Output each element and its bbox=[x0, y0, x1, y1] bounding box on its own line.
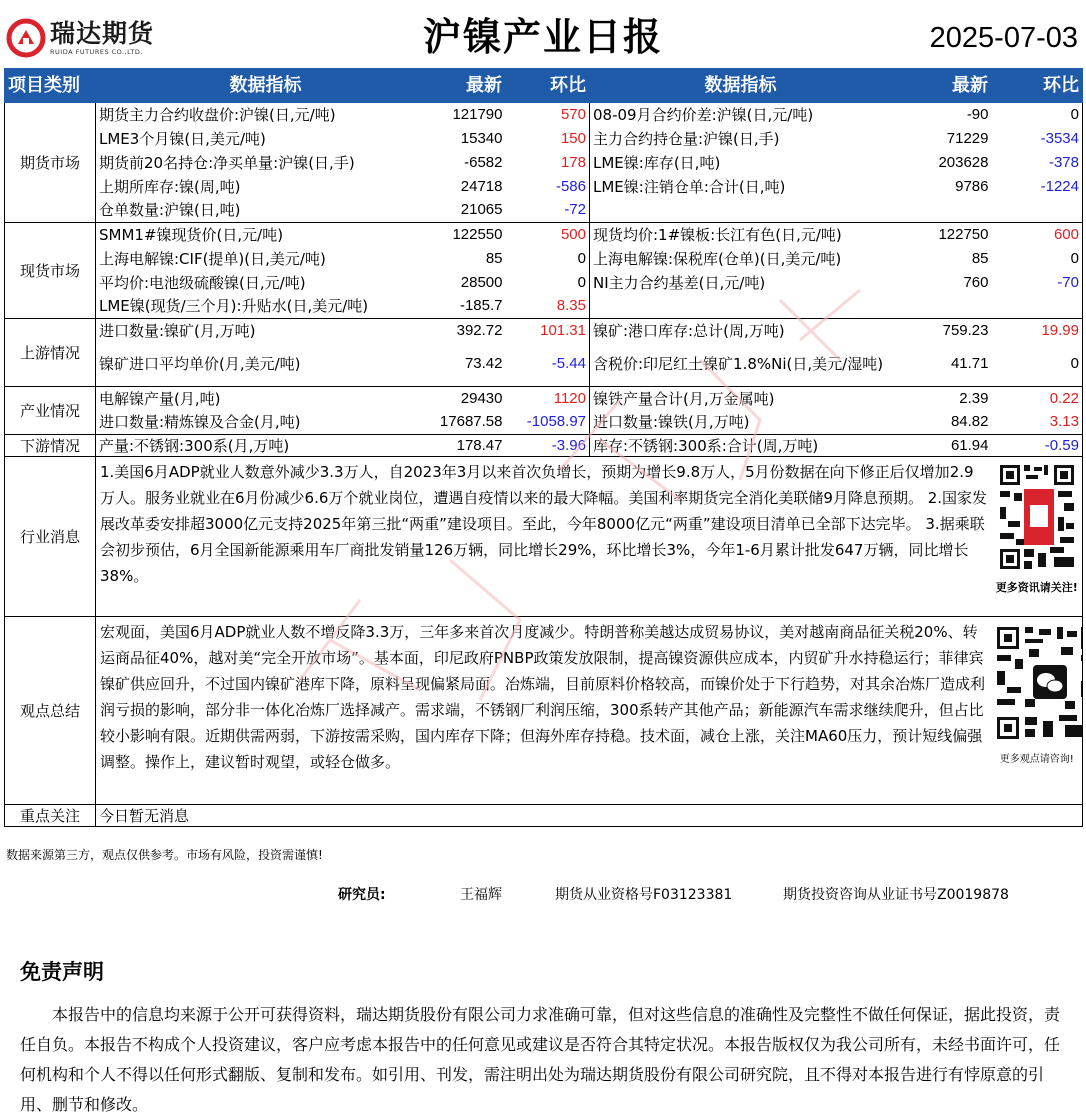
report-header bbox=[0, 0, 1086, 68]
change-value: 8.35 bbox=[506, 295, 590, 319]
indicator-label: 平均价:电池级硫酸镍(日,元/吨) bbox=[96, 271, 436, 295]
logo-cn-text: 瑞达期货 bbox=[50, 19, 155, 48]
researcher-name: 王福辉 bbox=[460, 887, 502, 903]
group-view: 观点总结 bbox=[5, 617, 96, 805]
table-row bbox=[5, 247, 1083, 271]
table-row bbox=[5, 223, 1083, 247]
view-text: 宏观面，美国6月ADP就业人数不增反降3.3万，三年多来首次月度减少。特朗普称美越达成贸易协议，美对越南商品征关税20%、转运商品征40%，越对美“完全开放市场”。基本面，印尼政府PNBP政策发放限制，提高镍资源供应成本，内贸矿升水持稳运行；菲律宾镍矿供应回升，不过国内镍矿港库下降，原料呈现偏紧局面。冶炼端，目前原料价格较高，而镍价处于下行趋势，对其余冶炼厂造成利润亏损的影响，部分非一体化冶炼厂选择减产。需求端，不锈钢厂利润压缩，300系转产其他产品；新能源汽车需求继续爬升，但占比较小影响有限。近期供需两弱，下游按需采购，国内库存下降；但海外库存持稳。技术面，减仓上涨，关注MA60压力，预计短线偏强调整。操作上，建议暂时观望，或轻仓做多。 bbox=[96, 617, 992, 805]
indicator-label: 电解镍产量(月,吨) bbox=[96, 387, 436, 411]
col-category: 项目类别 bbox=[5, 69, 96, 103]
qr-code-icon bbox=[998, 463, 1076, 571]
indicator-label: 上海电解镍:CIF(提单)(日,美元/吨) bbox=[96, 247, 436, 271]
disclaimer-body: 本报告中的信息均来源于公开可获得资料，瑞达期货股份有限公司力求准确可靠，但对这些信息的准确性及完整性不做任何保证，据此投资，责任自负。本报告不构成个人投资建议，客户应考虑本报告中的任何意见或建议是否符合其特定状况。本报告版权仅为我公司所有，未经书面许可，任何机构和个人不得以任何形式翻版、复制和发布。如引用、刊发，需注明出处为瑞达期货股份有限公司研究院，且不得对本报告进行有悖原意的引用、删节和修改。 bbox=[20, 1005, 1061, 1114]
change-value: 0 bbox=[992, 103, 1083, 127]
change-value: 0 bbox=[506, 247, 590, 271]
latest-value: 29430 bbox=[460, 389, 503, 407]
news-row bbox=[5, 457, 1083, 617]
change-value: 0 bbox=[992, 343, 1083, 387]
advisory-cert: 期货投资咨询从业证书号Z0019878 bbox=[783, 887, 1009, 903]
change-value: 0 bbox=[506, 271, 590, 295]
indicator-label: 进口数量:精炼镍及合金(月,吨) bbox=[96, 411, 436, 435]
table-row bbox=[5, 435, 1083, 457]
change-value: -0.59 bbox=[992, 435, 1083, 457]
indicator-label: 进口数量:镍矿(月,万吨) bbox=[96, 319, 436, 343]
latest-value: 61.94 bbox=[892, 435, 992, 457]
indicator-label: 镍矿进口平均单价(月,美元/吨) bbox=[96, 343, 436, 387]
latest-value: 85 bbox=[971, 249, 989, 267]
col-latest-2: 最新 bbox=[892, 69, 992, 103]
table-row bbox=[5, 175, 1083, 199]
col-latest: 最新 bbox=[436, 69, 506, 103]
change-value: -3534 bbox=[992, 127, 1083, 151]
table-row bbox=[5, 151, 1083, 175]
table-row bbox=[5, 271, 1083, 295]
indicator-label: 期货前20名持仓:净买单量:沪镍(日,手) bbox=[96, 151, 436, 175]
latest-value: 17687.58 bbox=[436, 411, 506, 435]
indicator-label: NI主力合约基差(日,元/吨) bbox=[593, 273, 766, 292]
indicator-label: 镍铁产量合计(月,万金属吨) bbox=[593, 389, 775, 408]
change-value: 178 bbox=[506, 151, 590, 175]
latest-value: 73.42 bbox=[436, 343, 506, 387]
group-futures: 期货市场 bbox=[5, 103, 96, 223]
group-downstream: 下游情况 bbox=[5, 435, 96, 457]
change-value: 500 bbox=[506, 223, 590, 247]
latest-value: 28500 bbox=[460, 273, 503, 291]
focus-text: 今日暂无消息 bbox=[96, 805, 1083, 827]
table-row bbox=[5, 127, 1083, 151]
empty-cell bbox=[892, 199, 992, 223]
indicator-label: SMM1#镍现货价(日,元/吨) bbox=[96, 223, 436, 247]
indicator-label: 仓单数量:沪镍(日,吨) bbox=[96, 199, 436, 223]
change-value: -3.96 bbox=[506, 435, 590, 457]
indicator-label: 库存:不锈钢:300系:合计(周,万吨) bbox=[590, 435, 892, 457]
change-value: 1120 bbox=[506, 387, 590, 411]
indicator-label: 现货均价:1#镍板:长江有色(日,元/吨) bbox=[593, 225, 842, 244]
data-source-note: 数据来源第三方，观点仅供参考。市场有风险，投资需谨慎! bbox=[6, 848, 323, 862]
table-row bbox=[5, 199, 1083, 223]
change-value: 0 bbox=[992, 247, 1083, 271]
indicator-label: 上海电解镍:保税库(仓单)(日,美元/吨) bbox=[593, 249, 842, 268]
latest-value: -90 bbox=[966, 105, 989, 123]
latest-value: 121790 bbox=[452, 105, 503, 123]
researcher-label: 研究员: bbox=[338, 887, 386, 903]
report-title: 沪镍产业日报 bbox=[422, 15, 663, 59]
indicator-label: 含税价:印尼红土镍矿1.8%Ni(日,美元/湿吨) bbox=[590, 343, 892, 387]
latest-value: 71229 bbox=[946, 129, 989, 147]
latest-value: 21065 bbox=[436, 199, 506, 223]
latest-value: 2.39 bbox=[959, 389, 989, 407]
col-indicator-2: 数据指标 bbox=[590, 69, 892, 103]
table-row bbox=[5, 103, 1083, 127]
change-value: 19.99 bbox=[992, 319, 1083, 343]
indicator-label: LME镍:注销仓单:合计(日,吨) bbox=[593, 177, 786, 196]
view-qr-caption: 更多观点请咨询! bbox=[999, 754, 1074, 765]
table-header-row bbox=[5, 69, 1083, 103]
empty-cell bbox=[590, 199, 892, 223]
group-upstream: 上游情况 bbox=[5, 319, 96, 387]
indicator-label: 进口数量:镍铁(月,万吨) bbox=[590, 411, 892, 435]
group-focus: 重点关注 bbox=[5, 805, 96, 827]
col-change: 环比 bbox=[506, 69, 590, 103]
indicator-label: 镍矿:港口库存:总计(周,万吨) bbox=[593, 321, 785, 340]
change-value: -72 bbox=[506, 199, 590, 223]
data-table bbox=[4, 68, 1083, 827]
col-indicator: 数据指标 bbox=[96, 69, 436, 103]
latest-value: 392.72 bbox=[456, 321, 503, 339]
view-row bbox=[5, 617, 1083, 805]
view-qr-cell bbox=[992, 617, 1083, 805]
latest-value: 85 bbox=[485, 249, 503, 267]
news-qr-cell bbox=[992, 457, 1083, 617]
latest-value: 122750 bbox=[938, 225, 989, 243]
change-value: 0.22 bbox=[992, 387, 1083, 411]
change-value: 101.31 bbox=[506, 319, 590, 343]
change-value: -586 bbox=[506, 175, 590, 199]
table-row bbox=[5, 343, 1083, 387]
latest-value: 41.71 bbox=[892, 343, 992, 387]
focus-row bbox=[5, 805, 1083, 827]
latest-value: 760 bbox=[963, 273, 989, 291]
change-value: 600 bbox=[992, 223, 1083, 247]
table-row bbox=[5, 295, 1083, 319]
indicator-label: LME3个月镍(日,美元/吨) bbox=[96, 127, 436, 151]
report-date: 2025-07-03 bbox=[929, 22, 1078, 54]
latest-value: 759.23 bbox=[942, 321, 989, 339]
change-value: -378 bbox=[992, 151, 1083, 175]
indicator-label: 主力合约持仓量:沪镍(日,手) bbox=[593, 129, 780, 148]
group-news: 行业消息 bbox=[5, 457, 96, 617]
empty-cell bbox=[590, 295, 892, 319]
group-industry: 产业情况 bbox=[5, 387, 96, 435]
latest-value: 24718 bbox=[460, 177, 503, 195]
latest-value: 203628 bbox=[938, 153, 989, 171]
indicator-label: 上期所库存:镍(周,吨) bbox=[96, 175, 436, 199]
change-value: -1224 bbox=[992, 175, 1083, 199]
col-change-2: 环比 bbox=[992, 69, 1083, 103]
indicator-label: 产量:不锈钢:300系(月,万吨) bbox=[96, 435, 436, 457]
wechat-qr-code-icon bbox=[995, 625, 1083, 741]
table-row bbox=[5, 319, 1083, 343]
latest-value: 15340 bbox=[460, 129, 503, 147]
table-row bbox=[5, 411, 1083, 435]
futures-cert: 期货从业资格号F03123381 bbox=[555, 887, 733, 903]
news-qr-caption: 更多资讯请关注! bbox=[995, 581, 1078, 594]
empty-cell bbox=[892, 295, 992, 319]
latest-value: 84.82 bbox=[892, 411, 992, 435]
empty-cell bbox=[992, 199, 1083, 223]
table-row bbox=[5, 387, 1083, 411]
indicator-label: 期货主力合约收盘价:沪镍(日,元/吨) bbox=[96, 103, 436, 127]
group-spot: 现货市场 bbox=[5, 223, 96, 319]
empty-cell bbox=[992, 295, 1083, 319]
latest-value: 9786 bbox=[955, 177, 989, 195]
latest-value: 178.47 bbox=[436, 435, 506, 457]
change-value: 570 bbox=[506, 103, 590, 127]
disclaimer-title: 免责声明 bbox=[20, 960, 104, 984]
change-value: -70 bbox=[992, 271, 1083, 295]
latest-value: -6582 bbox=[464, 153, 503, 171]
latest-value: 122550 bbox=[452, 225, 503, 243]
logo-en-text: RUIDA FUTURES CO.,LTD. bbox=[50, 48, 143, 56]
indicator-label: LME镍(现货/三个月):升贴水(日,美元/吨) bbox=[96, 295, 436, 319]
change-value: -1058.97 bbox=[506, 411, 590, 435]
change-value: 3.13 bbox=[992, 411, 1083, 435]
news-text: 1.美国6月ADP就业人数意外减少3.3万人，自2023年3月以来首次负增长，预期为增长9.8万人，5月份数据在向下修正后仅增加2.9万人。服务业就业在6月份减少6.6万个就业岗位，遭遇自疫情以来的最大降幅。美国利率期货完全消化美联储9月降息预期。 2.国家发展改革委安排超3000亿元支持2025年第三批“两重”建设项目。至此，今年8000亿元“两重”建设项目清单已全部下达完毕。 3.据乘联会初步预估，6月全国新能源乘用车厂商批发销量126万辆，同比增长29%，环比增长3%，今年1-6月累计批发647万辆，同比增长38%。 bbox=[96, 457, 992, 617]
indicator-label: LME镍:库存(日,吨) bbox=[593, 153, 721, 172]
latest-value: -185.7 bbox=[436, 295, 506, 319]
change-value: 150 bbox=[506, 127, 590, 151]
change-value: -5.44 bbox=[506, 343, 590, 387]
indicator-label: 08-09月合约价差:沪镍(日,元/吨) bbox=[593, 105, 814, 124]
